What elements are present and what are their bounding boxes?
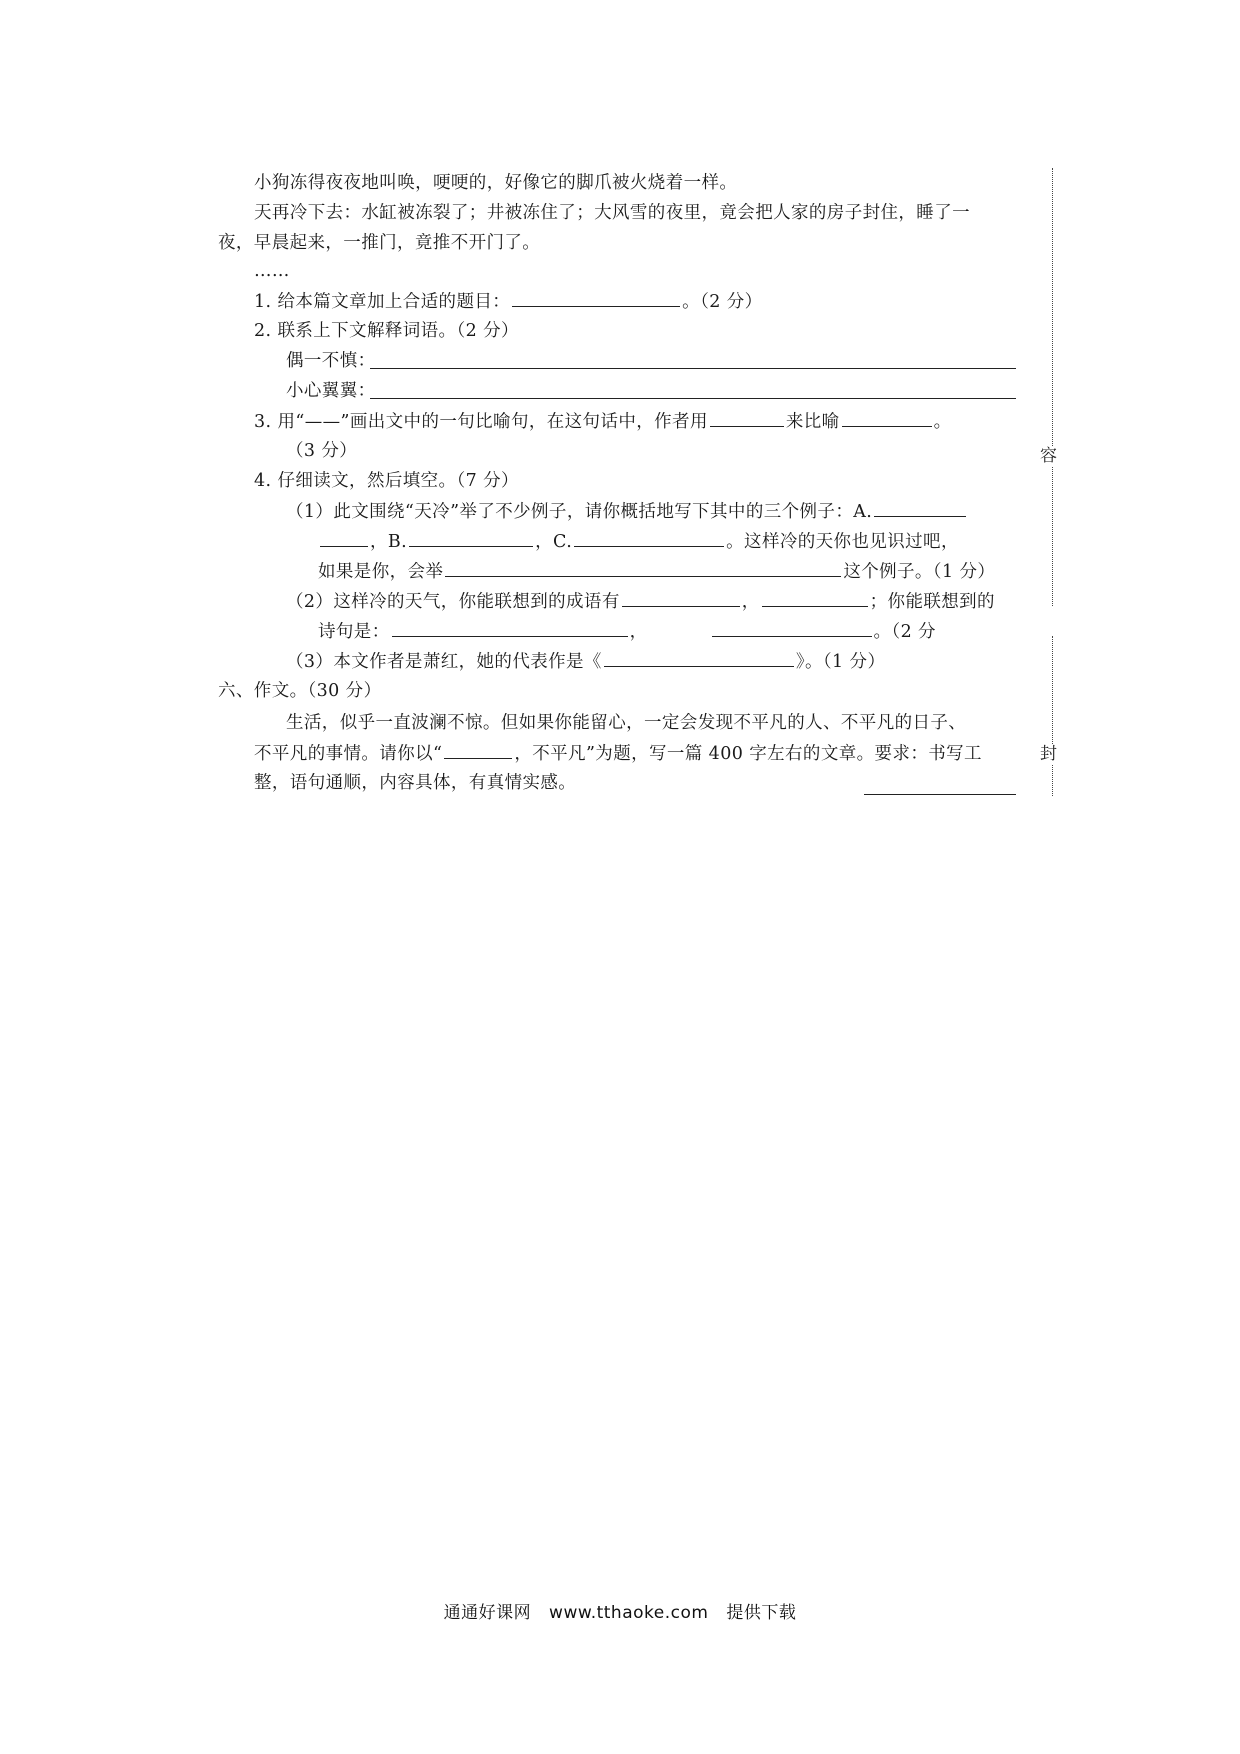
question-4-part-1-line-1 [286,500,968,523]
footer-note: 提供下载 [726,1603,797,1623]
question-3-text: 3. 用“——”画出文中的一句比喻句，在这句话中，作者用 [254,412,708,432]
question-4-part-2-line-2 [318,620,936,643]
binding-dashed-line-upper [1052,168,1053,606]
word-1-label: 偶一不慎： [286,351,376,371]
poem-label: 诗句是： [318,622,390,642]
question-1 [254,290,763,313]
composition-line-1: 生活，似乎一直波澜不惊。但如果你能留心，一定会发现不平凡的人、不平凡的日子、 [286,713,967,733]
idiom-1-blank[interactable] [622,590,740,607]
margin-char-1: 容 [1040,446,1057,466]
composition-heading: 六、作文。（30 分） [218,681,382,701]
margin-char-2: 封 [1040,744,1057,764]
poem-comma: ， [629,622,648,642]
word-1-answer-blank[interactable] [370,368,1016,369]
word-2-label: 小心翼翼： [286,381,376,401]
title-answer-blank[interactable] [512,290,680,307]
question-4-part-1-line-2 [318,530,959,553]
simile-subject-blank[interactable] [710,410,784,427]
question-4-part-1-text: （1）此文围绕“天冷”举了不少例子，请你概括地写下其中的三个例子：A. [286,502,873,522]
poem-1-blank[interactable] [392,620,628,637]
poem-2-blank[interactable] [712,620,872,637]
passage-line-3: 夜，早晨起来，一推门，竟推不开门了。 [218,233,541,253]
question-3 [254,410,951,433]
question-4-part-2-line-1 [286,590,995,613]
author-work-label: （3）本文作者是萧红，她的代表作是《 [286,652,602,672]
author-work-blank[interactable] [604,650,794,667]
passage-line-2: 天再冷下去：水缸被冻裂了；井被冻住了；大风雪的夜里，竟会把人家的房子封住，睡了一 [254,203,970,223]
question-2-text: 2. 联系上下文解释词语。（2 分） [254,321,519,341]
poem-intro: ；你能联想到的 [869,592,995,612]
example-a-blank-cont[interactable] [320,530,368,547]
name-blank[interactable] [864,794,1016,795]
idiom-2-blank[interactable] [762,590,868,607]
question-3-mid: 来比喻 [785,412,840,432]
example-b-label: ，B. [370,532,408,552]
example-c-blank[interactable] [574,530,724,547]
own-example-score: 这个例子。（1 分） [843,562,996,582]
author-work-score: 》。（1 分） [795,652,886,672]
footer-site-name: 通通好课网 [443,1603,532,1623]
simile-object-blank[interactable] [842,410,932,427]
passage-line-1: 小狗冻得夜夜地叫唤，哽哽的，好像它的脚爪被火烧着一样。 [254,173,738,193]
example-b-blank[interactable] [409,530,533,547]
composition-line-2 [254,742,982,765]
binding-dashed-line-lower [1052,636,1053,796]
composition-title-blank[interactable] [444,742,512,759]
own-example-blank[interactable] [445,560,841,577]
poem-score: 。（2 分 [873,622,936,642]
question-4-part-1-line-3 [318,560,995,583]
composition-line-3: 整，语句通顺，内容具体，有真情实感。 [254,773,577,793]
idiom-label: （2）这样冷的天气，你能联想到的成语有 [286,592,620,612]
question-4-text: 4. 仔细读文，然后填空。（7 分） [254,471,519,491]
own-example-label: 如果是你，会举 [318,562,444,582]
footer-url-link[interactable]: www.tthaoke.com [549,1603,709,1623]
question-3-end: 。 [933,412,952,432]
question-4-part-1-tail: 。这样冷的天你也见识过吧， [726,532,959,552]
composition-title-suffix: ，不平凡”为题，写一篇 400 字左右的文章。要求：书写工 [514,744,982,764]
question-3-score: （3 分） [286,441,358,461]
idiom-comma: ， [741,592,760,612]
example-c-label: ，C. [535,532,573,552]
question-1-text: 1. 给本篇文章加上合适的题目： [254,292,511,312]
question-4-part-3 [286,650,885,673]
page-footer [0,1598,1240,1623]
word-2-answer-blank[interactable] [370,398,1016,399]
example-a-blank[interactable] [874,500,966,517]
composition-title-prefix: 不平凡的事情。请你以“ [254,744,443,764]
question-1-score: 。（2 分） [682,292,763,312]
passage-ellipsis: …… [254,261,290,281]
